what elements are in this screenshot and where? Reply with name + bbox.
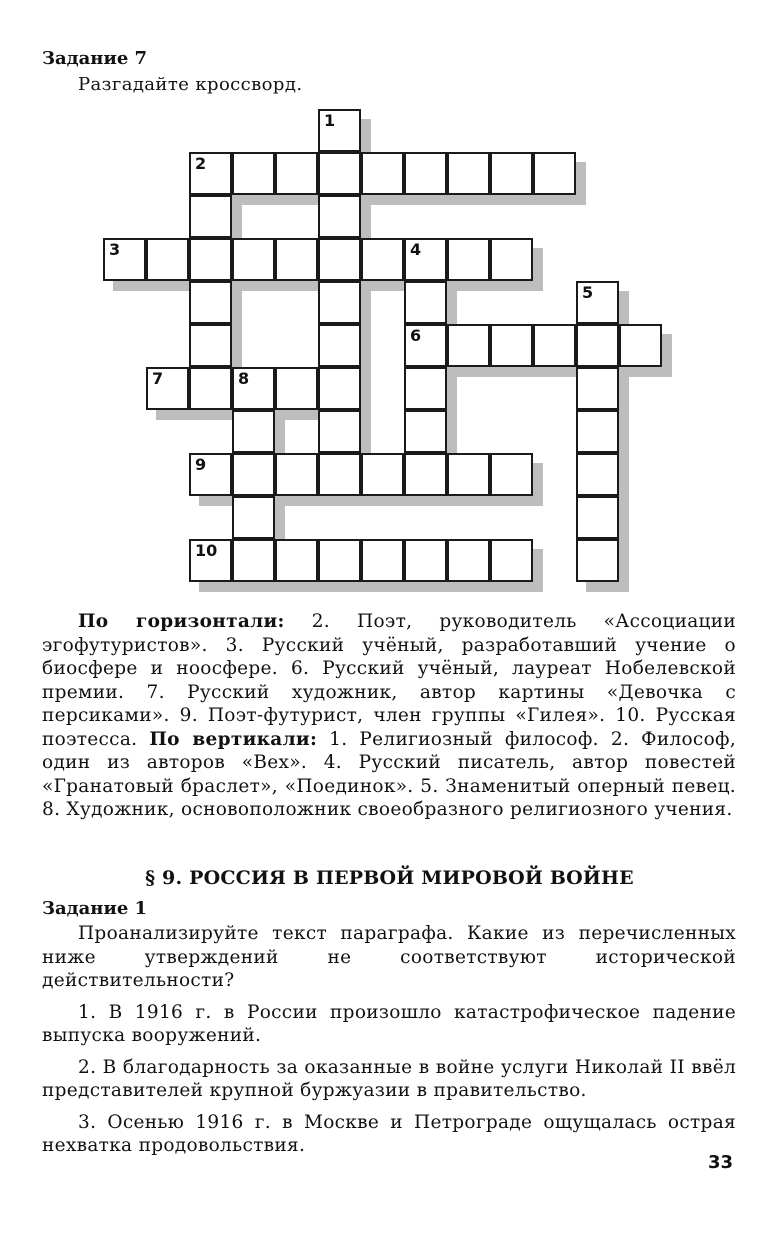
crossword-cell <box>318 410 361 453</box>
crossword-cell <box>275 453 318 496</box>
crossword-cell <box>404 539 447 582</box>
crossword-cell <box>318 539 361 582</box>
page-number: 33 <box>708 1152 734 1173</box>
crossword-cell <box>447 324 490 367</box>
task1-body <box>42 922 736 1158</box>
section-heading: § 9. РОССИЯ В ПЕРВОЙ МИРОВОЙ ВОЙНЕ <box>145 867 634 889</box>
task7-instruction: Разгадайте кроссворд. <box>78 74 303 95</box>
crossword-cell <box>533 152 576 195</box>
crossword-cell <box>232 367 275 410</box>
crossword-cell <box>404 152 447 195</box>
crossword-cell <box>189 238 232 281</box>
crossword-cell <box>361 152 404 195</box>
crossword-clues <box>42 610 736 822</box>
crossword-cell <box>189 453 232 496</box>
crossword-cell <box>576 324 619 367</box>
down-label: По вертикали: <box>149 728 318 750</box>
crossword-cell <box>404 367 447 410</box>
task1-heading: Задание 1 <box>42 898 148 919</box>
crossword-cell <box>490 238 533 281</box>
crossword-cell <box>576 367 619 410</box>
crossword-cell <box>275 367 318 410</box>
crossword-grid <box>0 0 779 600</box>
crossword-cell <box>576 410 619 453</box>
crossword-cell <box>232 152 275 195</box>
crossword-cell <box>404 410 447 453</box>
crossword-cell <box>232 410 275 453</box>
crossword-cell <box>361 453 404 496</box>
crossword-cell <box>318 238 361 281</box>
task7-heading: Задание 7 <box>42 48 148 69</box>
crossword-clue-number: 5 <box>582 283 594 302</box>
task1-intro: Проанализируйте текст параграфа. Какие из перечисленных ниже утверждений не соответствуют исторической действительности? <box>42 923 736 991</box>
down-clues: 1. Религиозный философ. 2. Философ, один из авторов «Вех». 4. Русский писатель, автор повестей «Гранатовый браслет», «Поединок». 5. Знаменитый оперный певец. 8. Художник, основоположник своеобразного религиозного учения. <box>42 728 736 820</box>
crossword-clue-number: 8 <box>238 369 250 388</box>
crossword-clue-number: 7 <box>152 369 164 388</box>
crossword-clue-number: 1 <box>324 111 336 130</box>
crossword-clue-number: 6 <box>410 326 422 345</box>
crossword-cell <box>189 324 232 367</box>
crossword-cell <box>404 453 447 496</box>
crossword-clue-number: 3 <box>109 240 121 259</box>
crossword-cell <box>404 238 447 281</box>
crossword-cell <box>318 281 361 324</box>
crossword-cell <box>619 324 662 367</box>
crossword-cell <box>189 367 232 410</box>
crossword-cell <box>447 152 490 195</box>
crossword-cell <box>232 496 275 539</box>
crossword-cell <box>189 195 232 238</box>
crossword-cell <box>490 152 533 195</box>
task1-statement: 2. В благодарность за оказанные в войне услуги Николай II ввёл представителей крупной буржуазии в правительство. <box>42 1056 736 1101</box>
crossword-cell <box>576 539 619 582</box>
crossword-cell <box>576 281 619 324</box>
crossword-cell <box>490 453 533 496</box>
crossword-cell <box>275 152 318 195</box>
crossword-cell <box>232 238 275 281</box>
crossword-cell <box>318 109 361 152</box>
task1-statement: 3. Осенью 1916 г. в Москве и Петрограде ощущалась острая нехватка продовольствия. <box>42 1111 736 1156</box>
crossword-cell <box>189 152 232 195</box>
crossword-cell <box>275 238 318 281</box>
crossword-cell <box>576 496 619 539</box>
crossword-cell <box>361 539 404 582</box>
crossword-cell <box>232 453 275 496</box>
task1-statement: 1. В 1916 г. в России произошло катастрофическое падение выпуска вооружений. <box>42 1001 736 1046</box>
crossword-cell <box>189 539 232 582</box>
crossword-cell <box>447 238 490 281</box>
crossword-cell <box>318 367 361 410</box>
crossword-cell <box>318 152 361 195</box>
crossword-cell <box>103 238 146 281</box>
crossword-cell <box>275 539 318 582</box>
crossword-cell <box>576 453 619 496</box>
crossword-cell <box>318 195 361 238</box>
crossword-cell <box>146 238 189 281</box>
crossword-cell <box>490 539 533 582</box>
crossword-clue-number: 9 <box>195 455 207 474</box>
crossword-cell <box>361 238 404 281</box>
crossword-cell <box>318 453 361 496</box>
crossword-cell <box>146 367 189 410</box>
across-label: По горизонтали: <box>78 611 285 632</box>
crossword-cell <box>490 324 533 367</box>
across-clues: 2. Поэт, руководитель «Ассоциации эгофутуристов». 3. Русский учёный, разработавший учение о биосфере и ноосфере. 6. Русский учёный, лауреат Нобелевской премии. 7. Русский художник, автор картины «Девочка с персиками». 9. Поэт-футурист, член группы «Гилея». 10. Русская поэтесса. <box>42 611 736 750</box>
crossword-cell <box>447 539 490 582</box>
crossword-cell <box>533 324 576 367</box>
crossword-cell <box>447 453 490 496</box>
crossword-clue-number: 2 <box>195 154 207 173</box>
crossword-cell <box>404 324 447 367</box>
crossword-clue-number: 4 <box>410 240 422 259</box>
crossword-cell <box>318 324 361 367</box>
crossword-cell <box>404 281 447 324</box>
crossword-cell <box>189 281 232 324</box>
crossword-cell <box>232 539 275 582</box>
crossword-clue-number: 10 <box>195 541 218 560</box>
